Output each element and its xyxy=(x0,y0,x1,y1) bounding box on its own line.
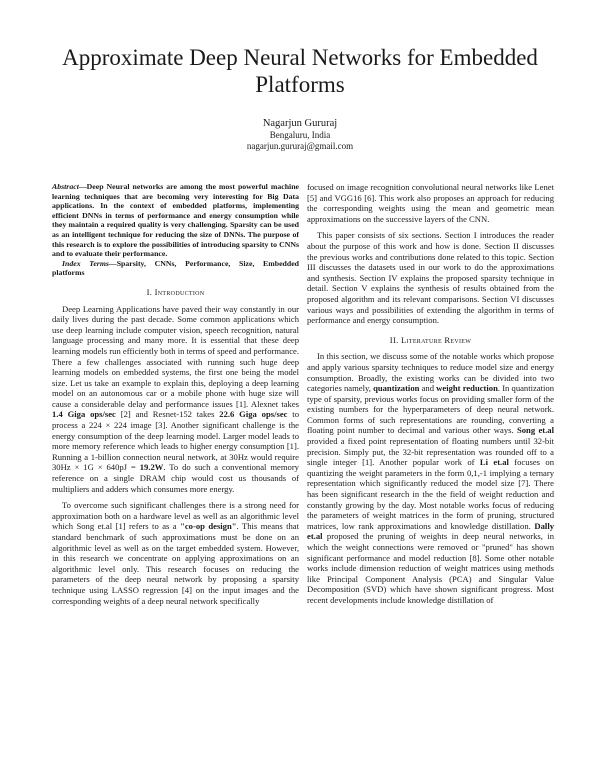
abstract-text: —Deep Neural networks are among the most powerful machine learning techniques that are becoming very interesting for Big Data applications. In the context of embedded platforms, implementing efficient DNNs in terms of performance and energy consumption while they maintain a required quality is very challenging. Sparsity can be used as an intelligent technique for reducing the size of DNNs. The purpose of this research is to explore the possibilities of introducing sparsity to CNNs and to evaluate their performance. xyxy=(52,182,299,259)
abstract-label: Abstract xyxy=(52,182,79,191)
author-name: Nagarjun Gururaj xyxy=(262,118,338,129)
index-terms xyxy=(52,259,299,278)
section-heading-literature-review: II. Literature Review xyxy=(389,334,472,345)
abstract xyxy=(52,182,299,259)
intro-paragraph-2-continued: focused on image recognition convolutional neural networks like Lenet [5] and VGG16 [6]. This work also proposes an approach for reducing the corresponding weights using the mean and geometric mean approximations on the successive layers of the CNN. xyxy=(307,182,554,224)
intro-paragraph-2: To overcome such significant challenges there is a strong need for approximation both on a hardware level as well as an algorithmic level which Song et.al [1] refers to as a "co-op design". This means that standard benchmark of such approximations must be done on an algorithmic level as well as on the target embedded system. However, in this research we concentrate on applying approximations on an algorithmic level only. This research focuses on reducing the parameters of the deep neural network by proposing a sparsity technique using LASSO regression [4] on the input images and the corresponding weights of a deep neural network specifically xyxy=(52,500,299,606)
left-column xyxy=(52,182,299,612)
index-terms-text: —Sparsity, CNNs, Performance, Size, Embedded platforms xyxy=(52,258,299,278)
right-column xyxy=(307,182,554,612)
intro-paragraph-sections: This paper consists of six sections. Section I introduces the reader about the purpose of this work and how is done. Section II discusses the previous works and contributions done related to this topic. Section III discusses the datasets used in our work to do the approximations and synthesis. Section IV explains the proposed sparsity technique in detail. Section V explains the synthesis of results obtained from the proposed algorithm and its relevant comparisons. Section VI discusses various ways and possibilities of extending the algorithm in terms of performance and energy consumption. xyxy=(307,230,554,326)
section-heading-introduction: I. Introduction xyxy=(146,286,205,297)
author-email: nagarjun.gururaj@gmail.com xyxy=(246,141,354,151)
paper-title: Approximate Deep Neural Networks for Embedded Platforms xyxy=(62,45,538,97)
intro-paragraph-1: Deep Learning Applications have paved their way constantly in our daily lives during the past decade. Some common applications which use deep learning include computer vision, speech recognition, natural language processing and many more. It is essential that these deep learning models run efficiently both in terms of speed and performance. There a few challenges associated with running such huge deep learning models on embedded systems, the first one being the model size. Let us take an example to explain this, deploying a deep learning model on an autonomous car or a mobile phone with huge size will cause a considerable delay and performance issues [1]. Alexnet takes 1.4 Giga ops/sec [2] and Resnet-152 takes 22.6 Giga ops/sec to process a 224 × 224 image [3]. Another significant challenge is the energy consumption of the deep learning model. Larger model leads to more memory reference which leads to higher energy consumption [1]. Running a 1-billion connection neural network, at 30Hz would require 30Hz × 1G × 640pJ = 19.2W. To do such a conventional memory reference on a single DRAM chip would cost us thousands of multipliers and adders which consumes more energy. xyxy=(52,303,299,494)
author-affiliation: Bengaluru, India xyxy=(269,130,331,140)
index-terms-label: Index Terms xyxy=(62,258,109,268)
literature-paragraph-1: In this section, we discuss some of the notable works which propose and apply various sparsity techniques to reduce model size and energy consumption. Broadly, the existing works can be divided into two categories namely, quantization and weight reduction. In quantization type of sparsity, previous works focus on providing smaller form of the existing numbers for the hyperparameters of deep neural network. Common forms of such representations are rounding, converting a floating point number to decimal and various other ways. Song et.al provided a fixed point representation of floating numbers until 32-bit precision. Simply put, the 32-bit representation was rounded off to a single integer [1]. Another popular work of Li et.al focuses on quantizing the weight parameters in the form 0,1,-1 implying a ternary representation which significantly reduced the model size [7]. There has been significant research in the the field of weight reduction and constantly growing by the day. Most notable works focus of reducing the parameters of weight matrices in the form of pruning, structured matrices, low rank approximations and knowledge distillation. Dally et.al proposed the pruning of weights in deep neural networks, in which the weight connections were removed or "pruned" has shown significant performance and model reduction [8]. Some other notable works include dimension reduction of weight matrices using methods like Principal Component Analysis (PCA) and Singular Value Decomposition (SVD) which have shown significant progress. Most recent developments include knowledge distillation of xyxy=(307,351,555,605)
author-block xyxy=(100,117,500,152)
